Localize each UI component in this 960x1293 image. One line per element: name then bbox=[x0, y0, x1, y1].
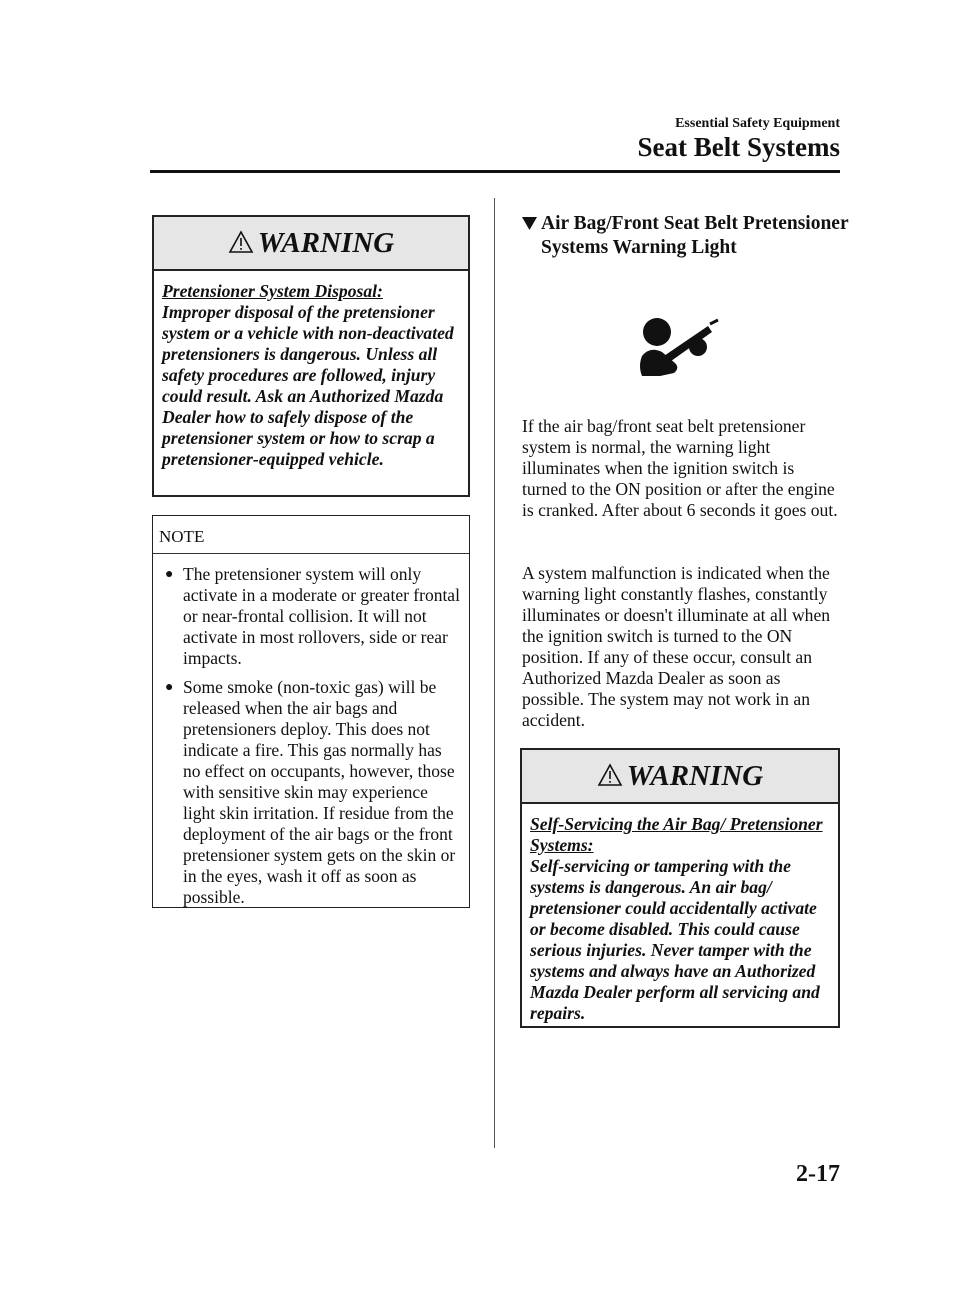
warning-label: WARNING bbox=[626, 760, 764, 792]
warning-body bbox=[522, 804, 838, 1036]
warning-header bbox=[522, 750, 838, 804]
warning-subject: Self-Servicing the Air Bag/ Pretensioner Systems: bbox=[530, 814, 823, 855]
paragraph-normal-operation: If the air bag/front seat belt pretensioner system is normal, the warning light illuminates when the ignition switch is turned to the ON position or after the engine is cranked. After about 6 seconds it goes out. bbox=[522, 416, 838, 520]
list-item bbox=[161, 564, 461, 669]
paragraph-malfunction: A system malfunction is indicated when the warning light constantly flashes, constantly illuminates or doesn't illuminate at all when the ignition switch is turned to the ON position. If any of these occur, consult an Authorized Mazda Dealer as soon as possible. The system may not work in an accident. bbox=[522, 563, 831, 730]
list-item bbox=[161, 677, 461, 908]
warning-triangle-icon bbox=[597, 763, 623, 787]
airbag-warning-icon bbox=[638, 316, 722, 376]
section-heading-text: Air Bag/Front Seat Belt Pretensioner Systems Warning Light bbox=[541, 213, 849, 258]
warning-subject: Pretensioner System Disposal: bbox=[162, 281, 383, 301]
warning-text: Self-servicing or tampering with the systems is dangerous. An air bag/ pretensioner could accidentally activate or become disabled. This could cause serious injuries. Never tamper with the systems and always have an Authorized Mazda Dealer perform all servicing and repairs. bbox=[530, 856, 820, 1023]
note-label: NOTE bbox=[153, 516, 469, 554]
warning-box-self-servicing bbox=[520, 748, 840, 1028]
triangle-down-icon bbox=[522, 216, 537, 231]
column-divider bbox=[494, 198, 495, 1148]
note-box bbox=[152, 515, 470, 908]
section-heading bbox=[522, 212, 852, 260]
warning-triangle-icon bbox=[228, 230, 254, 254]
warning-header bbox=[154, 217, 468, 271]
bullet-icon: ● bbox=[165, 680, 174, 695]
note-item-text: The pretensioner system will only activate in a moderate or greater frontal or near-frontal collision. It will not activate in most rollovers, side or rear impacts. bbox=[183, 564, 460, 668]
page-title: Seat Belt Systems bbox=[637, 132, 840, 162]
warning-box-disposal bbox=[152, 215, 470, 497]
header-rule bbox=[150, 170, 840, 173]
note-item-text: Some smoke (non-toxic gas) will be released when the air bags and pretensioners deploy. This does not indicate a fire. This gas normally has no effect on occupants, however, those with sensitive skin may experience light skin irritation. If residue from the deployment of the air bags or the front pretensioner system gets on the skin or in the eyes, wash it off as soon as possible. bbox=[183, 677, 456, 907]
note-list bbox=[153, 554, 469, 922]
header-section-name: Essential Safety Equipment bbox=[675, 116, 840, 131]
bullet-icon: ● bbox=[165, 567, 174, 582]
warning-text: Improper disposal of the pretensioner system or a vehicle with non-deactivated pretensioners is dangerous. Unless all safety procedures are followed, injury could result. Ask an Authorized Mazda Dealer how to safely dispose of the pretensioner system or how to scrap a pretensioner-equipped vehicle. bbox=[162, 302, 454, 469]
warning-label: WARNING bbox=[257, 227, 395, 259]
page-number: 2-17 bbox=[796, 1161, 840, 1187]
warning-body bbox=[154, 271, 468, 482]
